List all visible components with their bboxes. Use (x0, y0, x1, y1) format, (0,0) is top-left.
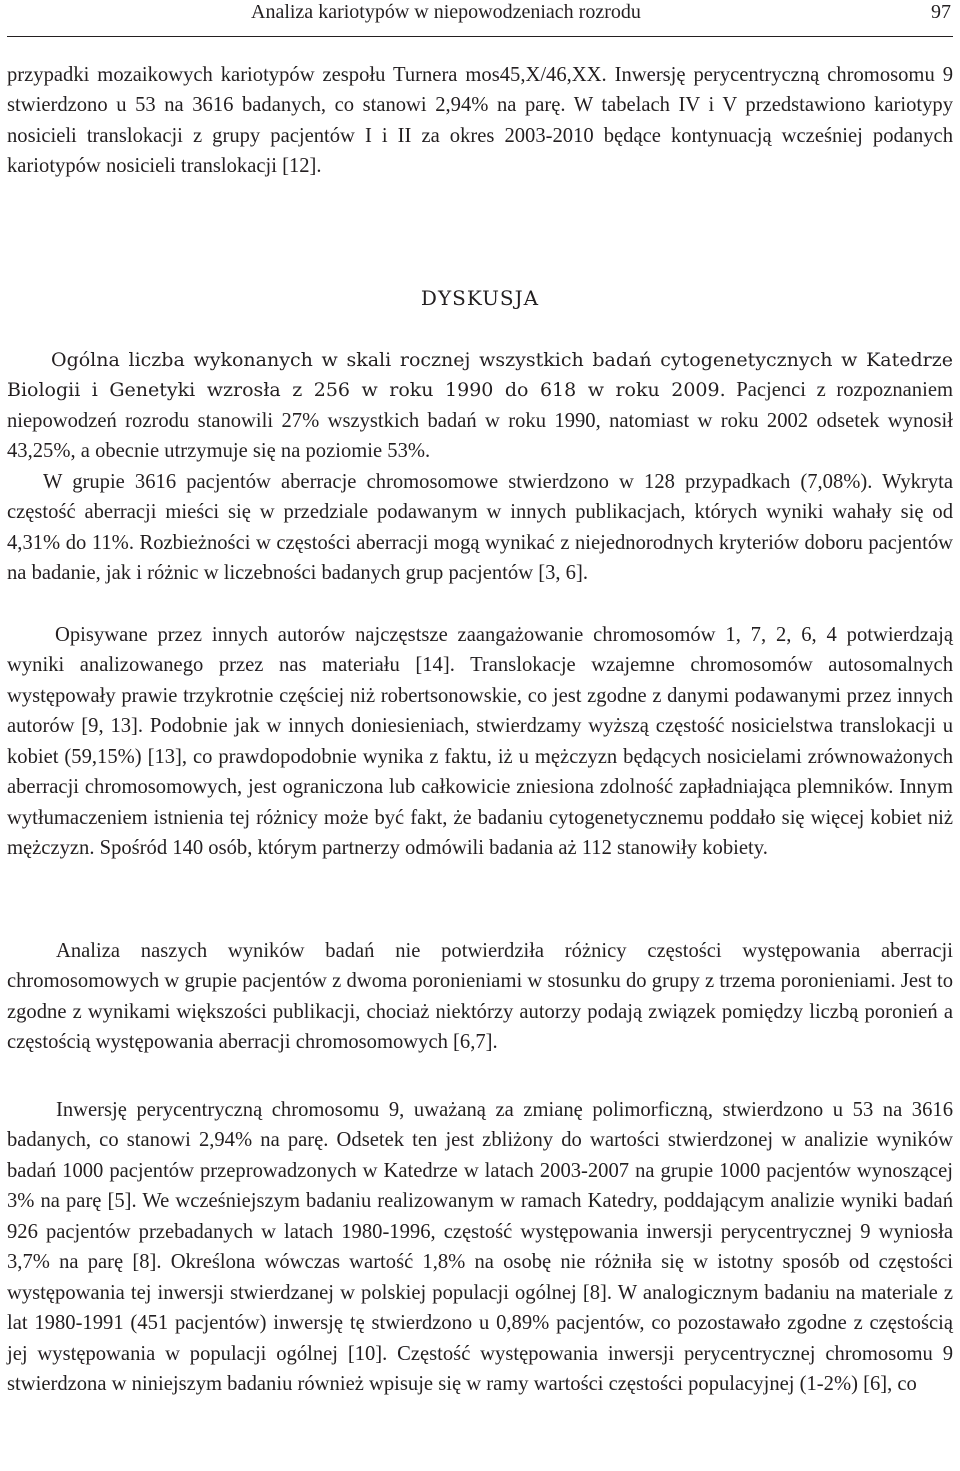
discussion-paragraph-5: Inwersję perycentryczną chromosomu 9, uważaną za zmianę polimorficzną, stwierdzono u 53 na 3616 badanych, co stanowi 2,94% na parę. Odsetek ten jest zbliżony do wartości stwierdzonej w analizie wyników badań 1000 pacjentów przeprowadzonych w Katedrze w latach 2003-2007 na grupie 1000 pacjentów wynoszącej 3% na parę [5]. We wcześniejszym badaniu realizowanym w ramach Katedry, poddającym analizie wyniki badań 926 pacjentów przebadanych w latach 1980-1996, częstość występowania inwersji perycentrycznej 9 wyniosła 3,7% na parę [8]. Określona wówczas wartość 1,8% na osobę nie różniła się w istotny sposób od częstości występowania tej inwersji stwierdzanej w polskiej populacji ogólnej [8]. W analogicznym badaniu na materiale z lat 1980-1991 (451 pacjentów) inwersję tę stwierdzono u 0,89% pacjentów, co pozostawało zgodne z częstością jej występowania w populacji ogólnej [10]. Częstość występowania inwersji perycentrycznej chromosomu 9 stwierdzona w niniejszym badaniu również wpisuje się w ramy wartości częstości populacyjnej (1-2%) [6], co (7, 1099, 953, 1396)
discussion-paragraph-1 (7, 345, 953, 467)
running-title: Analiza kariotypów w niepowodzeniach rozrodu (251, 1, 641, 23)
intro-paragraph: przypadki mozaikowych kariotypów zespołu Turnera mos45,X/46,XX. Inwersję perycentryczną chromosomu 9 stwierdzono u 53 na 3616 badanych, co stanowi 2,94% na parę. W tabelach IV i V przedstawiono kariotypy nosicieli translokacji z grupy pacjentów I i II za okres 2003-2010 będące kontynuacją wcześniej podanych kariotypów nosicieli translokacji [12]. (7, 64, 953, 178)
running-header (7, 0, 953, 37)
discussion-paragraph-4: Analiza naszych wyników badań nie potwierdziła różnicy częstości występowania aberracji chromosomowych w grupie pacjentów z dwoma poronieniami w stosunku do grupy z trzema poronieniami. Jest to zgodne z wynikami większości publikacji, chociaż niektórzy autorzy podają związek pomiędzy liczbą poronień a częstością występowania aberracji chromosomowych [6,7]. (7, 940, 953, 1054)
discussion-paragraph-2: W grupie 3616 pacjentów aberracje chromosomowe stwierdzono w 128 przypadkach (7,08%). Wykryta częstość aberracji mieści się w przedziale podawanym w innych publikacjach, których wyniki wahały się od 4,31% do 11%. Rozbieżności w częstości aberracji mogą wynikać z niejednorodnych kryteriów doboru pacjentów na badanie, jak i różnic w liczebności badanych grup pacjentów [3, 6]. (7, 471, 953, 585)
paragraph-1-lead: Ogólna liczba wykonanych w skali rocznej wszystkich badań cytogenetycznych w Katedrze Biologii i Genetyki wzrosła z 256 w roku 1990 do 618 w roku 2009. (7, 349, 953, 402)
discussion-paragraph-3: Opisywane przez innych autorów najczęstsze zaangażowanie chromosomów 1, 7, 2, 6, 4 potwierdzają wyniki analizowanego przez nas materiału [14]. Translokacje wzajemne chromosomów autosomalnych występowały prawie trzykrotnie częściej niż robertsonowskie, co jest zgodne z danymi podawanymi przez innych autorów [9, 13]. Podobnie jak w innych doniesieniach, stwierdzamy wyższą częstość nosicielstwa translokacji u kobiet (59,15%) [13], co prawdopodobnie wynika z faktu, iż u mężczyzn będących nosicielami zrównoważonych aberracji chromosomowych, jest ograniczona lub całkowicie zniesiona zdolność zapładniająca plemników. Innym wytłumaczeniem istnienia tej różnicy może być fakt, że badaniu cytogenetycznemu poddało się więcej kobiet niż mężczyzn. Spośród 140 osób, którym partnerzy odmówili badania aż 112 stanowiły kobiety. (7, 624, 953, 860)
paragraph-1-rest: Pacjenci z rozpoznaniem niepowodzeń rozrodu stanowili 27% wszystkich badań w roku 1990, natomiast w roku 2002 odsetek wynosił 43,25%, a obecnie utrzymuje się na poziomie 53%. (7, 379, 953, 463)
section-heading-dyskusja: DYSKUSJA (420, 286, 540, 310)
page-number: 97 (931, 1, 951, 23)
